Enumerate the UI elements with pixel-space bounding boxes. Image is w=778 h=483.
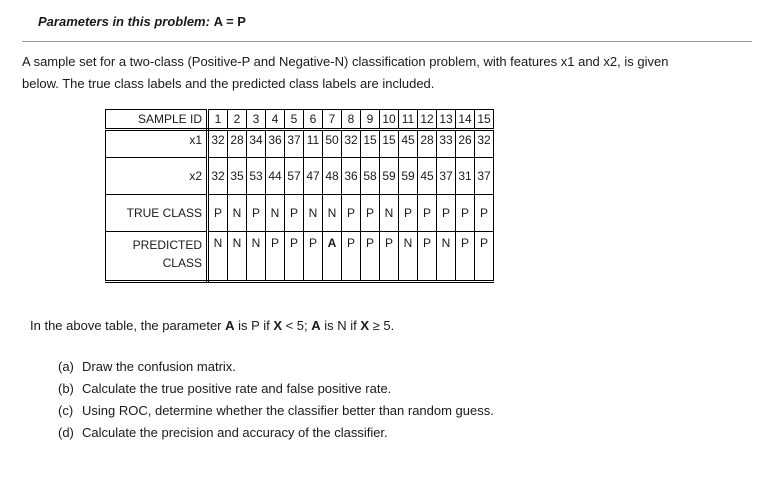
table-cell: N (399, 232, 418, 282)
table-cell: P (418, 232, 437, 282)
intro-line-1: A sample set for a two-class (Positive-P and Negative-N) classification problem, with features x1 and x2, is given (22, 54, 669, 69)
table-cell: N (228, 195, 247, 232)
table-cell: 32 (475, 130, 494, 158)
question-item (58, 356, 494, 378)
note-mid-3: is N if (320, 318, 361, 333)
table-row-x1 (106, 130, 494, 158)
table-cell: 50 (323, 130, 342, 158)
table-cell: 45 (399, 130, 418, 158)
table-cell: P (380, 232, 399, 282)
table-cell: 37 (285, 130, 304, 158)
table-cell: P (361, 195, 380, 232)
row-header: SAMPLE ID (106, 110, 208, 130)
table-cell: 8 (342, 110, 361, 130)
table-cell: 7 (323, 110, 342, 130)
table-cell: 15 (361, 130, 380, 158)
table-cell: 28 (228, 130, 247, 158)
table-cell: P (418, 195, 437, 232)
table-cell: N (304, 195, 323, 232)
table-cell: 5 (285, 110, 304, 130)
note-mid-2: < 5; (281, 318, 312, 333)
table-cell: 31 (456, 158, 475, 195)
question-item (58, 422, 494, 444)
table-cell: 11 (399, 110, 418, 130)
table-cell: 9 (361, 110, 380, 130)
table-cell: 45 (418, 158, 437, 195)
row-header-line: CLASS (162, 256, 202, 270)
table-cell: P (342, 232, 361, 282)
table-cell: N (323, 195, 342, 232)
note-cond-1: X (273, 318, 282, 333)
table-cell: A (323, 232, 342, 282)
table-cell: 32 (208, 130, 228, 158)
question-text: Calculate the precision and accuracy of the classifier. (82, 425, 388, 440)
table-cell: 15 (380, 130, 399, 158)
table-cell: P (247, 195, 266, 232)
table-cell: 32 (342, 130, 361, 158)
question-text: Using ROC, determine whether the classifier better than random guess. (82, 403, 494, 418)
question-label: (a) (58, 359, 74, 374)
note-prefix: In the above table, the parameter (30, 318, 226, 333)
note-cond-2: X (360, 318, 370, 333)
table-cell: 6 (304, 110, 323, 130)
note-param-2: A (311, 318, 321, 333)
question-item (58, 378, 494, 400)
table-cell: 35 (228, 158, 247, 195)
table-row-pc (106, 232, 494, 282)
table-cell: P (456, 195, 475, 232)
table-cell: 34 (247, 130, 266, 158)
table-row-x2 (106, 158, 494, 195)
table-cell: P (304, 232, 323, 282)
question-label: (d) (58, 425, 74, 440)
row-header: TRUE CLASS (106, 195, 208, 232)
table-cell: P (285, 232, 304, 282)
table-cell: 15 (475, 110, 494, 130)
table-cell: P (456, 232, 475, 282)
table-cell: 44 (266, 158, 285, 195)
table-cell: 26 (456, 130, 475, 158)
problem-intro (22, 51, 762, 95)
parameter-note (30, 318, 394, 333)
parameters-heading (38, 14, 246, 29)
table-cell: N (380, 195, 399, 232)
table-cell: N (266, 195, 285, 232)
question-text: Draw the confusion matrix. (82, 359, 236, 374)
table-cell: 58 (361, 158, 380, 195)
table-cell: 48 (323, 158, 342, 195)
table-cell: 10 (380, 110, 399, 130)
question-label: (c) (58, 403, 74, 418)
parameters-label: Parameters in this problem: (38, 14, 210, 29)
table-cell: P (342, 195, 361, 232)
note-param-1: A (225, 318, 235, 333)
table-cell: N (437, 232, 456, 282)
table-row-tc (106, 195, 494, 232)
table-cell: P (437, 195, 456, 232)
intro-line-2: below. The true class labels and the predicted class labels are included. (22, 76, 435, 91)
table-cell: 32 (208, 158, 228, 195)
table-cell: P (475, 195, 494, 232)
sample-table (105, 109, 494, 283)
question-list (58, 356, 494, 444)
table-cell: N (247, 232, 266, 282)
table-cell: 57 (285, 158, 304, 195)
table-cell: P (361, 232, 380, 282)
table-cell: 11 (304, 130, 323, 158)
table-cell: 47 (304, 158, 323, 195)
table-cell: P (475, 232, 494, 282)
note-suffix: ≥ 5. (369, 318, 395, 333)
table-cell: 37 (437, 158, 456, 195)
table-cell: 36 (342, 158, 361, 195)
table-cell: 13 (437, 110, 456, 130)
row-header: x1 (106, 130, 208, 158)
table-cell: P (285, 195, 304, 232)
question-item (58, 400, 494, 422)
table-row-id (106, 110, 494, 130)
row-header: x2 (106, 158, 208, 195)
table-cell: 1 (208, 110, 228, 130)
table-cell: 12 (418, 110, 437, 130)
table-cell: N (208, 232, 228, 282)
table-cell: 59 (399, 158, 418, 195)
table-cell: 37 (475, 158, 494, 195)
table-cell: P (399, 195, 418, 232)
table-cell: 53 (247, 158, 266, 195)
table-cell: 3 (247, 110, 266, 130)
horizontal-divider (22, 41, 752, 42)
question-text: Calculate the true positive rate and false positive rate. (82, 381, 392, 396)
table-cell: P (266, 232, 285, 282)
question-label: (b) (58, 381, 74, 396)
table-cell: P (208, 195, 228, 232)
table-cell: 36 (266, 130, 285, 158)
table-cell: N (228, 232, 247, 282)
table-cell: 14 (456, 110, 475, 130)
table-cell: 33 (437, 130, 456, 158)
table-cell: 28 (418, 130, 437, 158)
row-header (106, 232, 208, 282)
table-cell: 4 (266, 110, 285, 130)
table-cell: 2 (228, 110, 247, 130)
table-cell: 59 (380, 158, 399, 195)
row-header-line: PREDICTED (132, 238, 202, 252)
parameters-equation: A = P (213, 14, 246, 29)
note-mid-1: is P if (234, 318, 274, 333)
